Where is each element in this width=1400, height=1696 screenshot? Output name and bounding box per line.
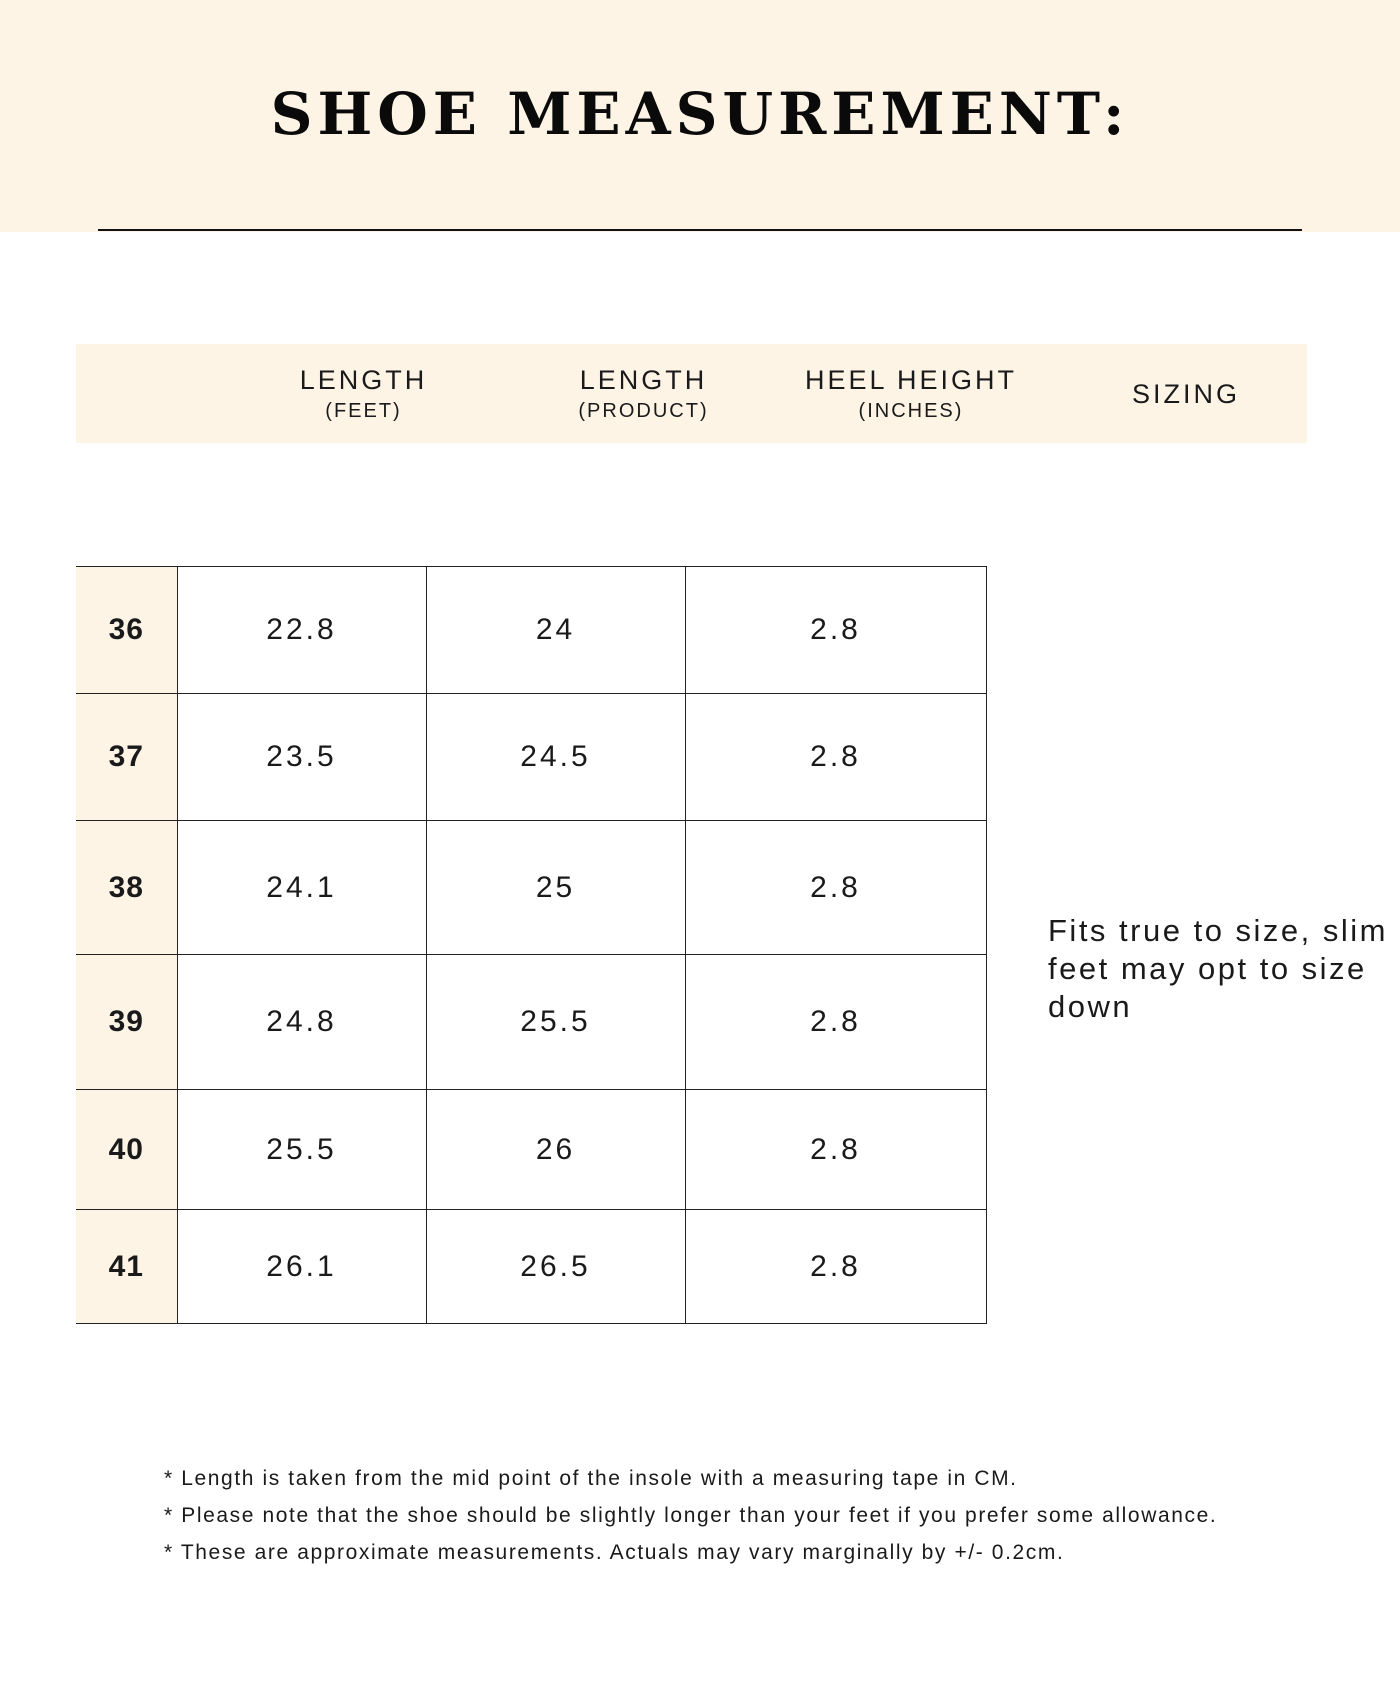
column-header-heel-height bbox=[756, 344, 1066, 443]
table-row bbox=[76, 567, 986, 694]
column-header-label: HEEL HEIGHT bbox=[804, 364, 1018, 395]
length-product-cell: 24 bbox=[426, 567, 685, 694]
heel-height-cell: 2.8 bbox=[685, 821, 986, 955]
heel-height-cell: 2.8 bbox=[685, 1210, 986, 1324]
heel-height-cell: 2.8 bbox=[685, 567, 986, 694]
length-product-cell: 26.5 bbox=[426, 1210, 685, 1324]
heel-height-cell: 2.8 bbox=[685, 955, 986, 1090]
length-feet-cell: 24.1 bbox=[177, 821, 426, 955]
table-row bbox=[76, 1090, 986, 1210]
table-row bbox=[76, 694, 986, 821]
heel-height-cell: 2.8 bbox=[685, 1090, 986, 1210]
size-cell: 36 bbox=[76, 567, 177, 694]
size-cell: 38 bbox=[76, 821, 177, 955]
length-product-cell: 25.5 bbox=[426, 955, 685, 1090]
column-header-length-product bbox=[531, 344, 756, 443]
title-divider bbox=[98, 229, 1302, 231]
length-feet-cell: 22.8 bbox=[177, 567, 426, 694]
length-feet-cell: 25.5 bbox=[177, 1090, 426, 1210]
footnote-allowance: * Please note that the shoe should be slightly longer than your feet if you prefer some allowance. bbox=[164, 1504, 1218, 1527]
column-header-length-feet bbox=[196, 344, 531, 443]
column-header-label: LENGTH bbox=[299, 364, 428, 395]
footnote-approximate: * These are approximate measurements. Actuals may vary marginally by +/- 0.2cm. bbox=[164, 1541, 1065, 1564]
length-feet-cell: 23.5 bbox=[177, 694, 426, 821]
column-header-label: LENGTH bbox=[579, 364, 708, 395]
column-header-label: SIZING bbox=[1131, 378, 1240, 409]
size-table bbox=[76, 566, 987, 1324]
size-cell: 39 bbox=[76, 955, 177, 1090]
heel-height-cell: 2.8 bbox=[685, 694, 986, 821]
column-header-sublabel: (FEET) bbox=[325, 399, 402, 422]
sizing-note: Fits true to size, slim feet may opt to size down bbox=[1048, 913, 1388, 1024]
length-feet-cell: 26.1 bbox=[177, 1210, 426, 1324]
size-cell: 41 bbox=[76, 1210, 177, 1324]
size-cell: 37 bbox=[76, 694, 177, 821]
length-feet-cell: 24.8 bbox=[177, 955, 426, 1090]
table-row bbox=[76, 1210, 986, 1324]
column-header-sublabel: (INCHES) bbox=[858, 399, 964, 422]
footnote-length-method: * Length is taken from the mid point of the insole with a measuring tape in CM. bbox=[164, 1467, 1018, 1490]
footnotes bbox=[164, 1460, 1364, 1571]
length-product-cell: 25 bbox=[426, 821, 685, 955]
column-header-bar bbox=[76, 344, 1307, 443]
size-cell: 40 bbox=[76, 1090, 177, 1210]
column-header-sizing bbox=[1066, 344, 1306, 443]
column-header-sublabel: (PRODUCT) bbox=[578, 399, 709, 422]
length-product-cell: 24.5 bbox=[426, 694, 685, 821]
length-product-cell: 26 bbox=[426, 1090, 685, 1210]
page-title: SHOE MEASUREMENT: bbox=[270, 80, 1130, 148]
table-row bbox=[76, 821, 986, 955]
table-row bbox=[76, 955, 986, 1090]
